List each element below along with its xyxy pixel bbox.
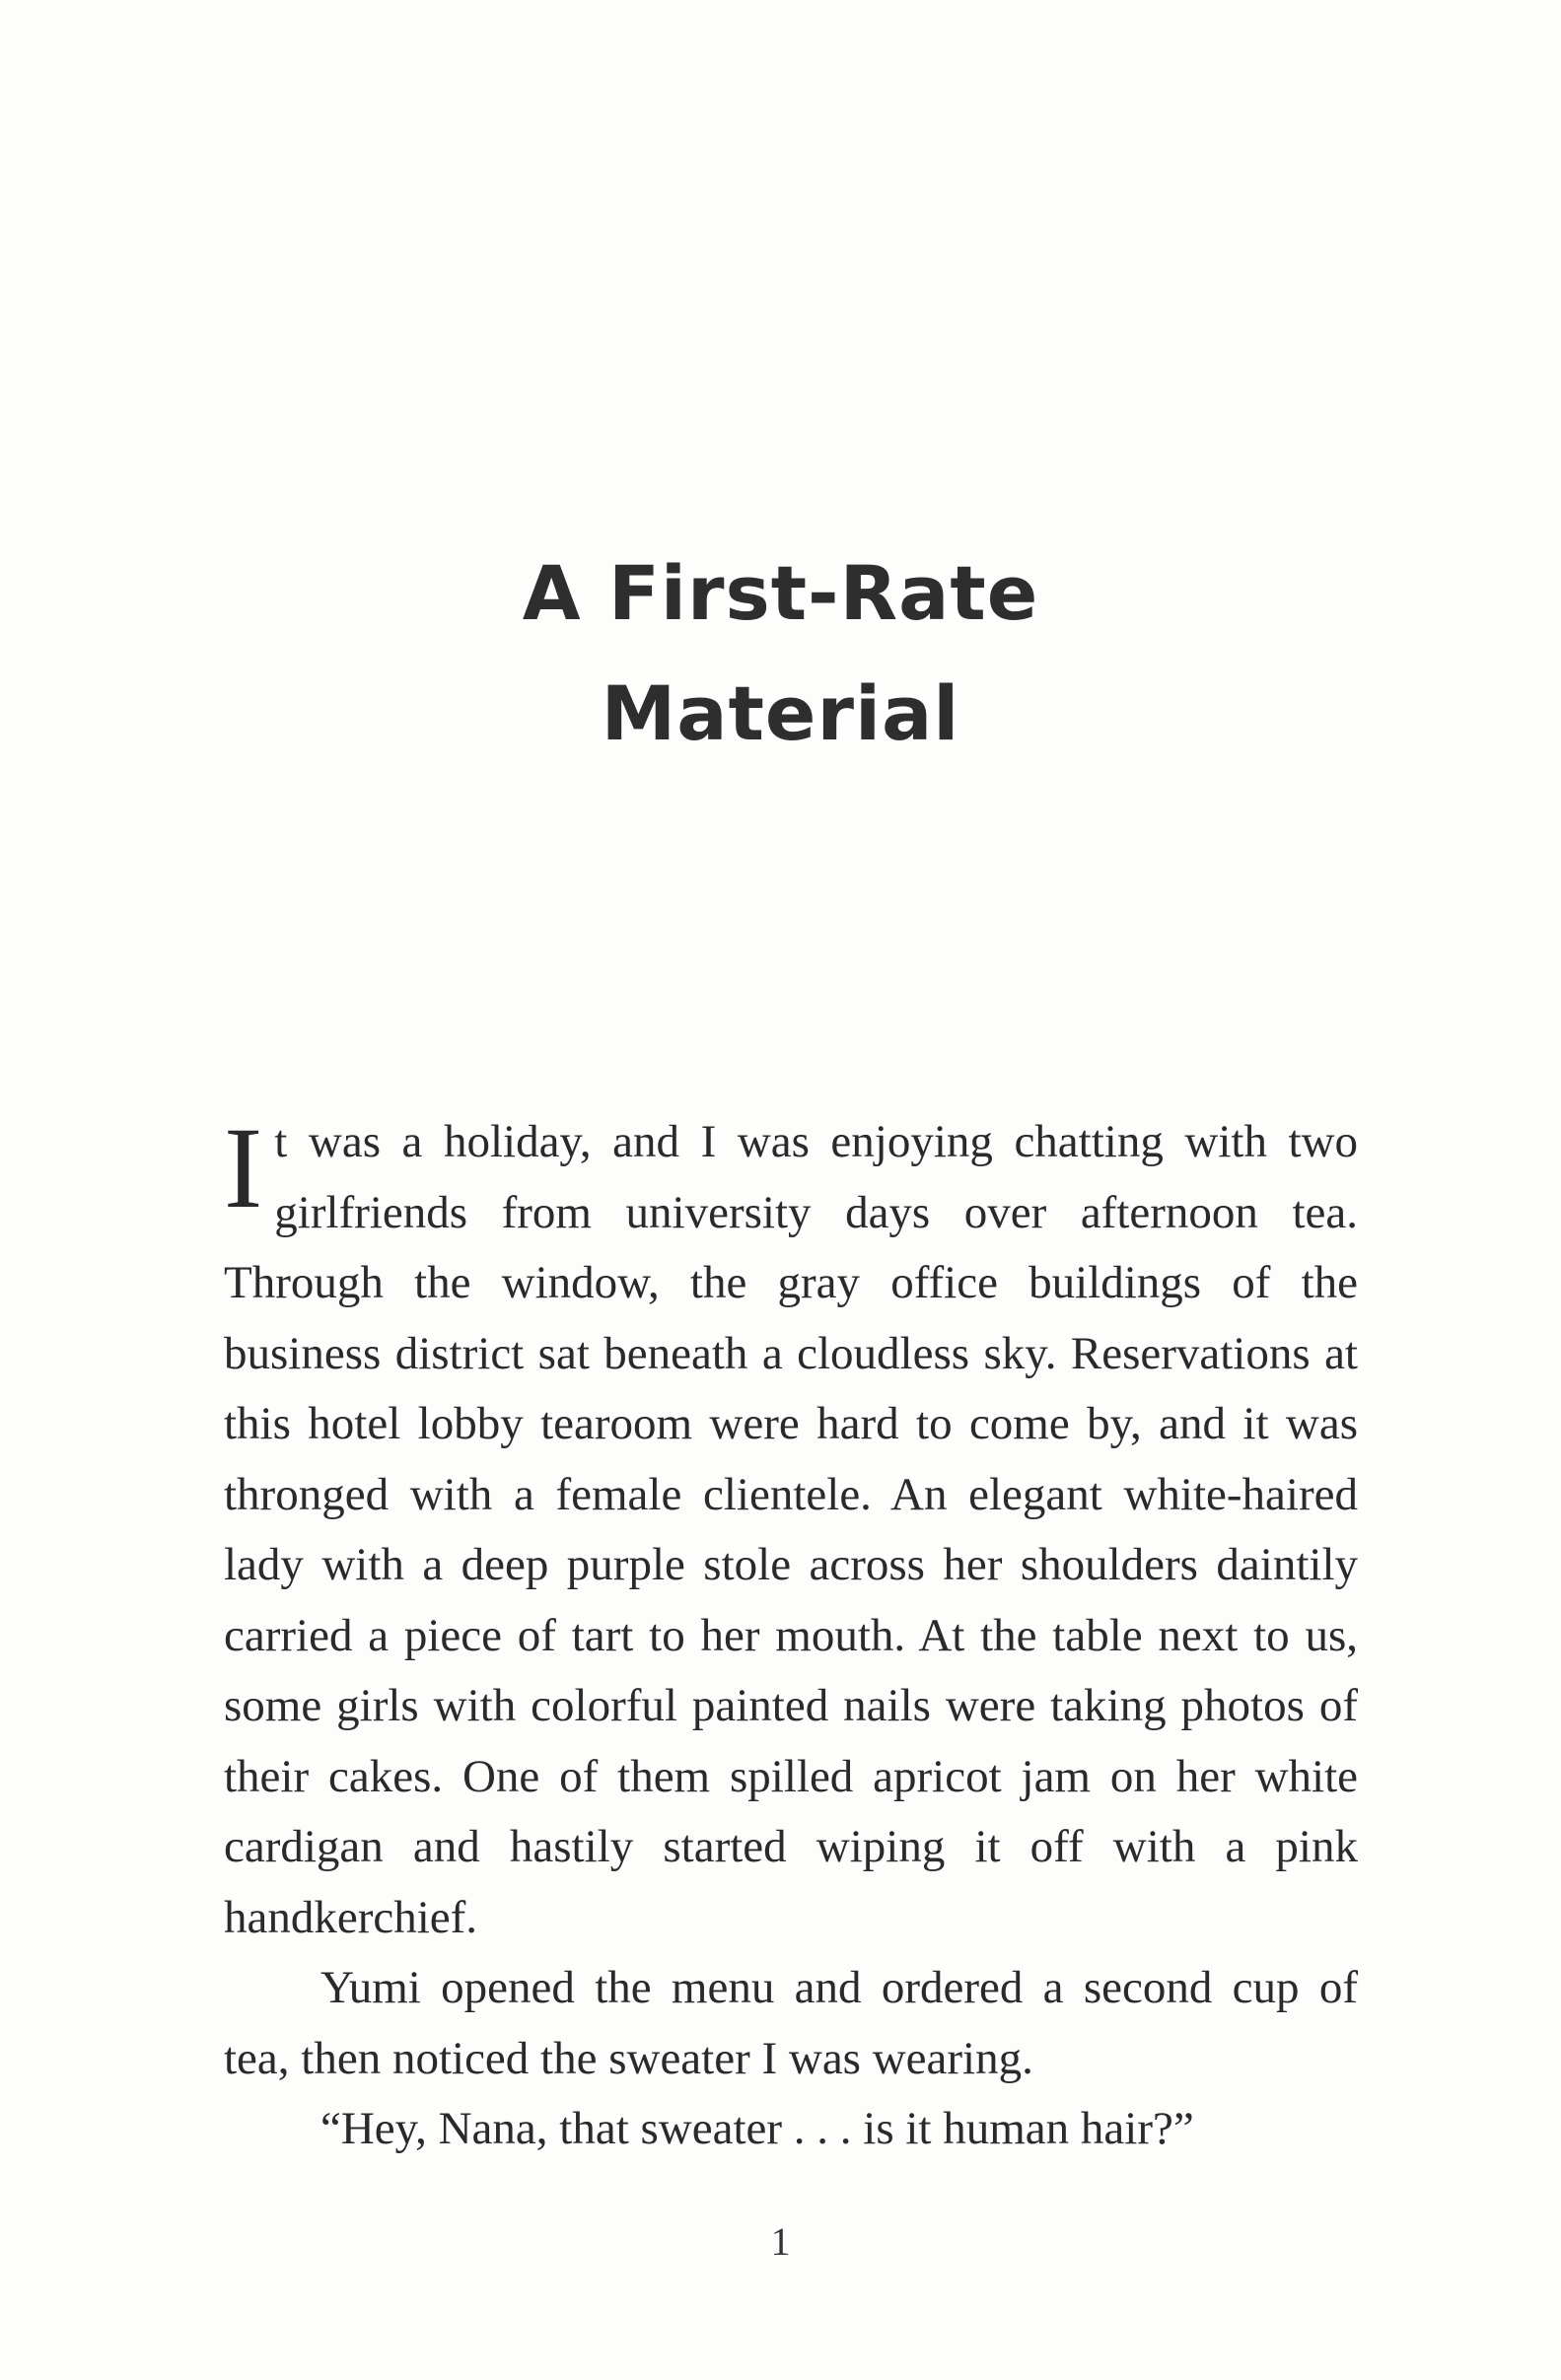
chapter-title-line-2: Material — [601, 668, 960, 757]
paragraph-2: Yumi opened the menu and ordered a second cup of tea, then noticed the sweater I was wearing. — [224, 1962, 1358, 2084]
chapter-title — [0, 533, 1561, 774]
paragraph-3: “Hey, Nana, that sweater . . . is it human hair?” — [320, 2103, 1194, 2154]
paragraph-1-text: t was a holiday, and I was enjoying chatting with two girlfriends from university days over afternoon tea. Through the window, the gray office buildings of the business district sat beneath a cloudless sky. Reservations at this hotel lobby tearoom were hard to come by, and it was thronged with a female clientele. An elegant white-haired lady with a deep purple stole across her shoulders daintily carried a piece of tart to her mouth. At the table next to us, some girls with colorful painted nails were taking photos of their cakes. One of them spilled apricot jam on her white cardigan and hastily started wiping it off with a pink handkerchief. — [224, 1116, 1358, 1943]
drop-cap: I — [224, 1103, 263, 1232]
chapter-title-line-1: A First-Rate — [522, 548, 1039, 637]
page-number: 1 — [770, 2219, 791, 2264]
body-text — [224, 1103, 1358, 2165]
paragraph-1 — [224, 1103, 1358, 1953]
